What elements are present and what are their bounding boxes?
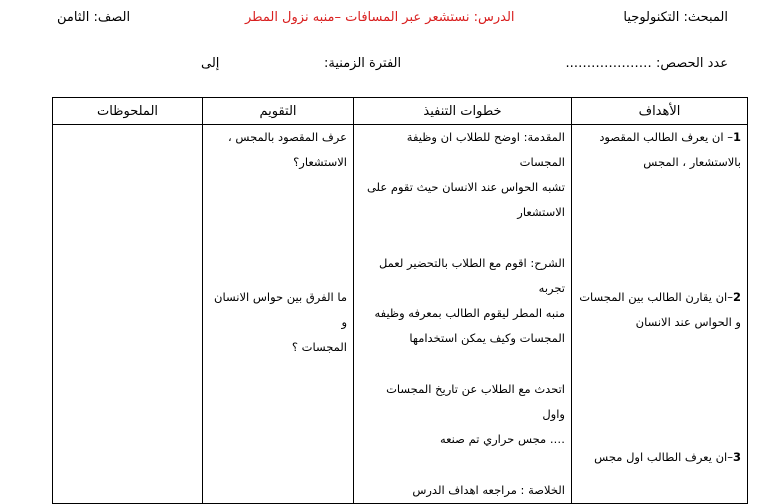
step-history: اتحدث مع الطلاب عن تاريخ المجسات واول [386, 382, 565, 421]
col-steps: خطوات التنفيذ [354, 98, 572, 125]
lesson-plan-table [52, 97, 748, 504]
step-intro: المقدمة: اوضح للطلاب ان وظيفة المجسات [406, 130, 565, 169]
table-row [53, 125, 748, 504]
objective-2: 2–ان يقارن الطالب بين المجسات [579, 290, 741, 304]
notes-cell [53, 125, 203, 504]
evaluation-q1: عرف المقصود بالمجس ، [228, 130, 347, 144]
evaluation-q2: ما الفرق بين حواس الانسان و [214, 290, 347, 329]
objective-1: 1– ان يعرف الطالب المقصود [599, 130, 741, 144]
col-evaluation: التقويم [203, 98, 354, 125]
sessions-label: عدد الحصص: ……………….. [565, 56, 728, 71]
lesson-title: الدرس: نستشعر عبر المسافات –منبه نزول المطر [245, 10, 515, 25]
to-label: إلى [201, 56, 220, 71]
step-conclusion: الخلاصة : مراجعه اهداف الدرس [412, 483, 565, 497]
evaluation-cell: عرف المقصود بالمجس ، الاستشعار؟ ما الفرق بين حواس الانسان و المجسات ؟ [203, 125, 354, 504]
period-label: الفترة الزمنية: [324, 56, 402, 71]
subject-label: المبحث: التكنولوجيا [623, 10, 728, 25]
table-header-row [53, 98, 748, 125]
steps-cell: المقدمة: اوضح للطلاب ان وظيفة المجسات تشبه الحواس عند الانسان حيث تقوم على الاستشعار الشرح: اقوم مع الطلاب بالتحضير لعمل تجربه منبه المطر ليقوم الطالب بمعرفه وظيفه المجسات وكيف يمكن استخدامها اتحدث مع الطلاب عن تاريخ المجسات واول …. مجس حراري تم صنعه الخلاصة : مراجعه اهداف الدرس [354, 125, 572, 504]
step-explain: الشرح: اقوم مع الطلاب بالتحضير لعمل تجربه [378, 256, 565, 295]
col-objectives: الأهداف [572, 98, 748, 125]
objective-3: 3–ان يعرف الطالب اول مجس [594, 450, 741, 464]
grade-label: الصف: الثامن [57, 10, 131, 25]
objectives-cell: 1– ان يعرف الطالب المقصود بالاستشعار ، المجس 2–ان يقارن الطالب بين المجسات و الحواس عند الانسان 3–ان يعرف الطالب اول مجس [572, 125, 748, 504]
col-notes: الملحوظات [53, 98, 203, 125]
